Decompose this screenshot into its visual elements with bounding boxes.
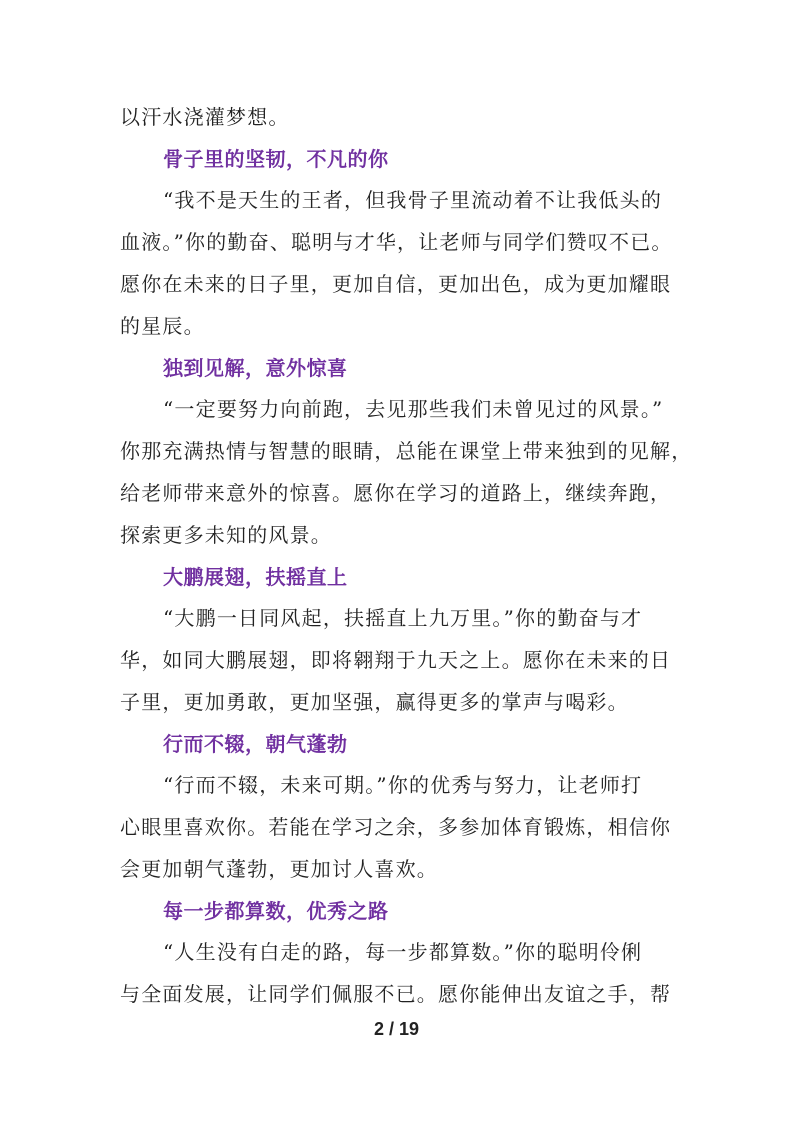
paragraph-line: “行而不辍，未来可期。”你的优秀与努力，让老师打 [163,773,643,797]
paragraph-line: “大鹏一日同风起，扶摇直上九万里。”你的勤奋与才 [163,606,643,630]
paragraph-line: 华，如同大鹏展翅，即将翱翔于九天之上。愿你在未来的日 [120,648,672,672]
paragraph-line: “一定要努力向前跑，去见那些我们未曾见过的风景。” [163,397,664,421]
paragraph-line: 血液。”你的勤奋、聪明与才华，让老师与同学们赞叹不已。 [120,230,673,254]
paragraph-line: 与全面发展，让同学们佩服不已。愿你能伸出友谊之手，帮 [120,982,672,1006]
section-heading: 大鹏展翅，扶摇直上 [163,565,348,589]
section-heading: 独到见解，意外惊喜 [163,356,348,380]
paragraph-line: 你那充满热情与智慧的眼睛，总能在课堂上带来独到的见解， [120,439,693,463]
paragraph-line: 心眼里喜欢你。若能在学习之余，多参加体育锻炼，相信你 [120,815,672,839]
paragraph-line: 以汗水浇灌梦想。 [120,105,290,129]
paragraph-line: 子里，更加勇敢，更加坚强，赢得更多的掌声与喝彩。 [120,690,629,714]
paragraph-line: “人生没有白走的路，每一步都算数。”你的聪明伶俐 [163,940,643,964]
section-heading: 行而不辍，朝气蓬勃 [163,732,348,756]
paragraph-line: “我不是天生的王者，但我骨子里流动着不让我低头的 [163,188,663,212]
section-heading: 每一步都算数，优秀之路 [163,899,389,923]
paragraph-line: 的星辰。 [120,314,205,338]
paragraph-line: 会更加朝气蓬勃，更加讨人喜欢。 [120,857,438,881]
section-heading: 骨子里的坚韧，不凡的你 [163,147,389,171]
paragraph-line: 探索更多未知的风景。 [120,523,332,547]
paragraph-line: 给老师带来意外的惊喜。愿你在学习的道路上，继续奔跑， [120,481,672,505]
paragraph-line: 愿你在未来的日子里，更加自信，更加出色，成为更加耀眼 [120,272,672,296]
page-number: 2 / 19 [373,1019,420,1039]
